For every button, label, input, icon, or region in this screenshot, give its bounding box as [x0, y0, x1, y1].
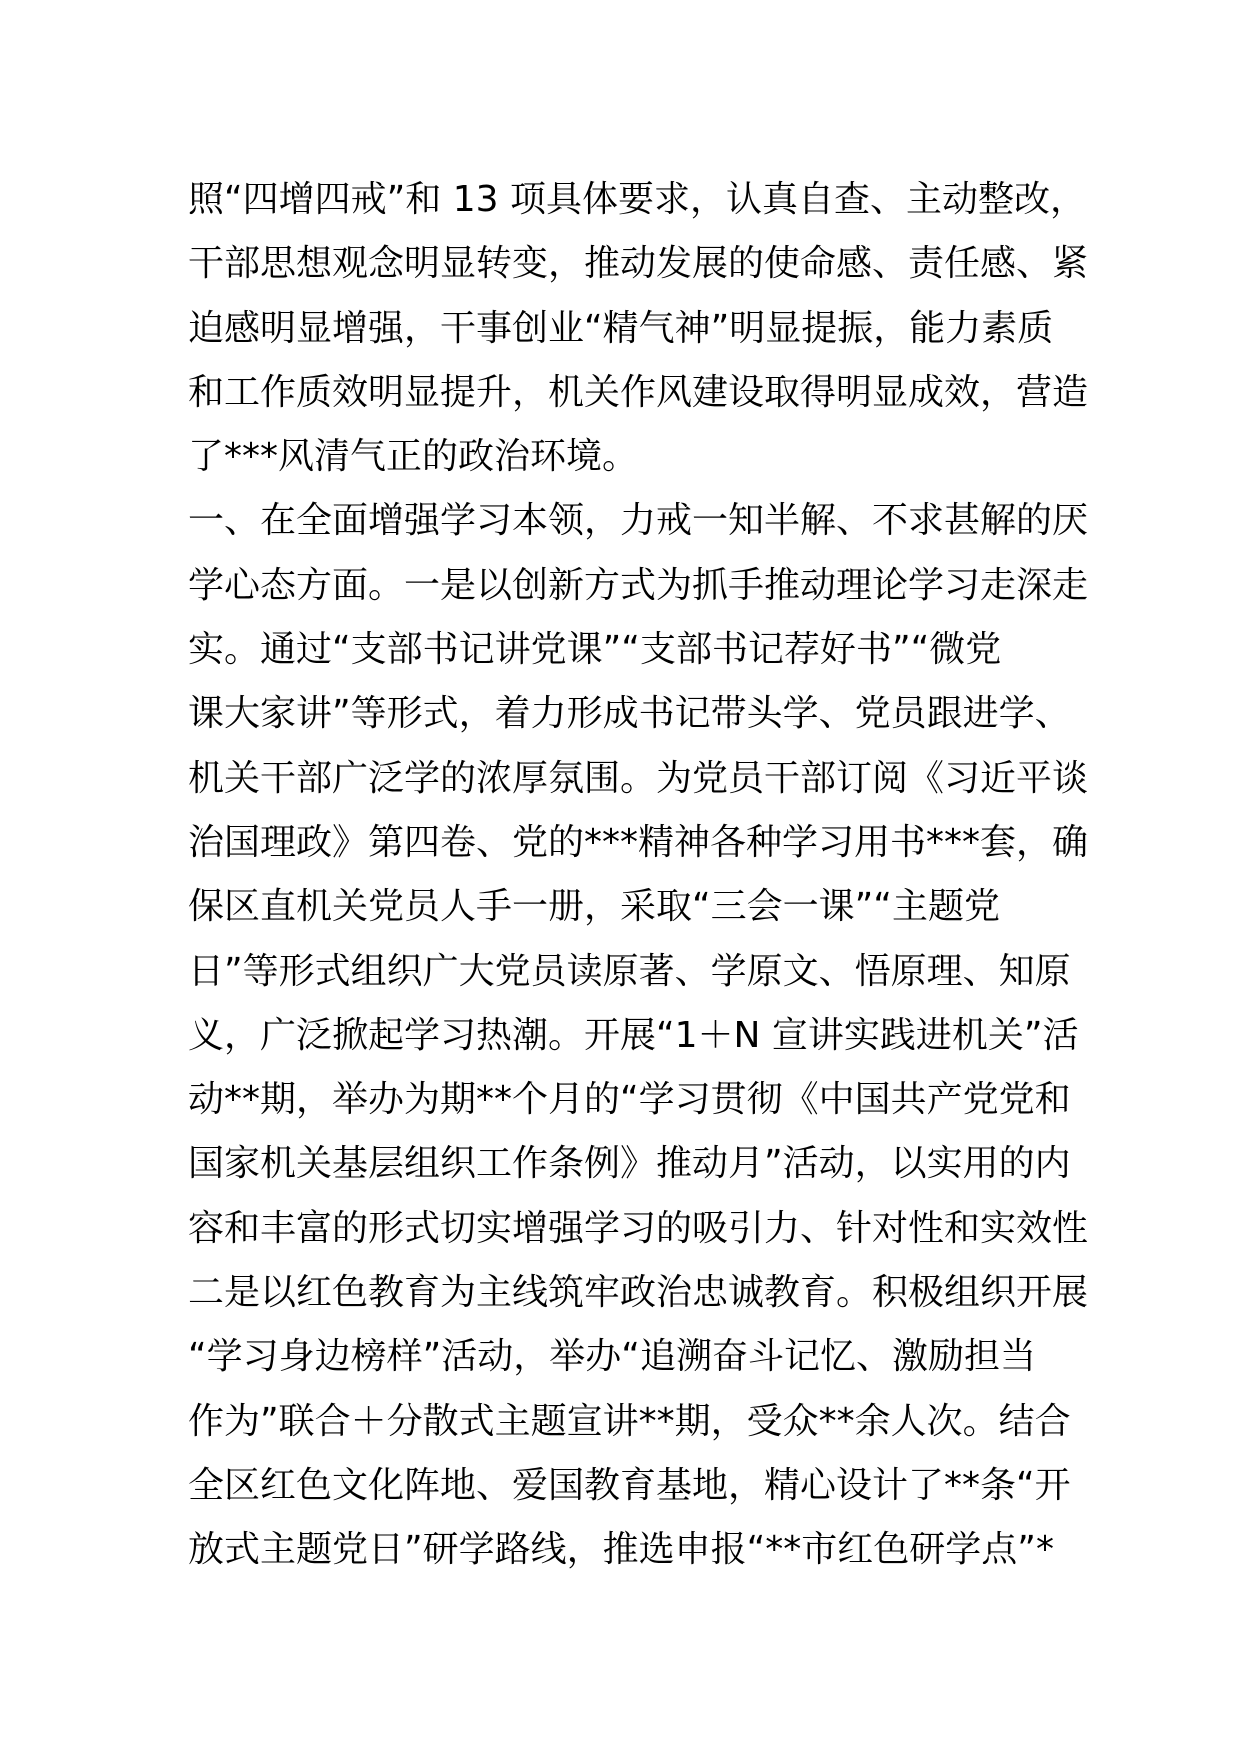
body-text — [188, 168, 1089, 1583]
text-line: 容和丰富的形式切实增强学习的吸引力、针对性和实效性 — [188, 1207, 1089, 1249]
text-line: 了***风清气正的政治环境。 — [188, 436, 639, 478]
text-line: 实。通过“支部书记讲党课”“支部书记荐好书”“微党 — [188, 629, 1002, 671]
text-line: 二是以红色教育为主线筑牢政治忠诚教育。积极组织开展 — [188, 1272, 1089, 1314]
text-line: “学习身边榜样”活动，举办“追溯奋斗记忆、激励担当 — [188, 1336, 1036, 1378]
text-line: 照“四增四戒”和 13 项具体要求，认真自查、主动整改， — [188, 179, 1086, 220]
text-line: 日”等形式组织广大党员读原著、学原文、悟原理、知原 — [188, 950, 1071, 992]
section-heading-line: 一、在全面增强学习本领，力戒一知半解、不求甚解的厌 — [188, 500, 1089, 542]
text-line: 放式主题党日”研学路线，推选申报“**市红色研学点”* — [188, 1529, 1054, 1571]
text-line: 全区红色文化阵地、爱国教育基地，精心设计了**条“开 — [188, 1464, 1071, 1506]
text-line: 动**期，举办为期**个月的“学习贯彻《中国共产党党和 — [188, 1079, 1071, 1121]
text-line: 作为”联合＋分散式主题宣讲**期，受众**余人次。结合 — [188, 1400, 1071, 1442]
text-line: 义，广泛掀起学习热潮。开展“1＋N 宣讲实践进机关”活 — [188, 1014, 1079, 1056]
text-line: 国家机关基层组织工作条例》推动月”活动，以实用的内 — [188, 1143, 1071, 1185]
text-line: 保区直机关党员人手一册，采取“三会一课”“主题党 — [188, 886, 1000, 928]
text-line: 治国理政》第四卷、党的***精神各种学习用书***套，确 — [188, 821, 1089, 863]
text-line: 干部思想观念明显转变，推动发展的使命感、责任感、紧 — [188, 243, 1089, 285]
text-line: 课大家讲”等形式，着力形成书记带头学、党员跟进学、 — [188, 693, 1071, 735]
text-line: 机关干部广泛学的浓厚氛围。为党员干部订阅《习近平谈 — [188, 757, 1089, 799]
text-line: 迫感明显增强，干事创业“精气神”明显提振，能力素质 — [188, 307, 1054, 349]
text-line: 和工作质效明显提升，机关作风建设取得明显成效，营造 — [188, 371, 1089, 413]
text-line: 学心态方面。一是以创新方式为抓手推动理论学习走深走 — [188, 564, 1089, 606]
